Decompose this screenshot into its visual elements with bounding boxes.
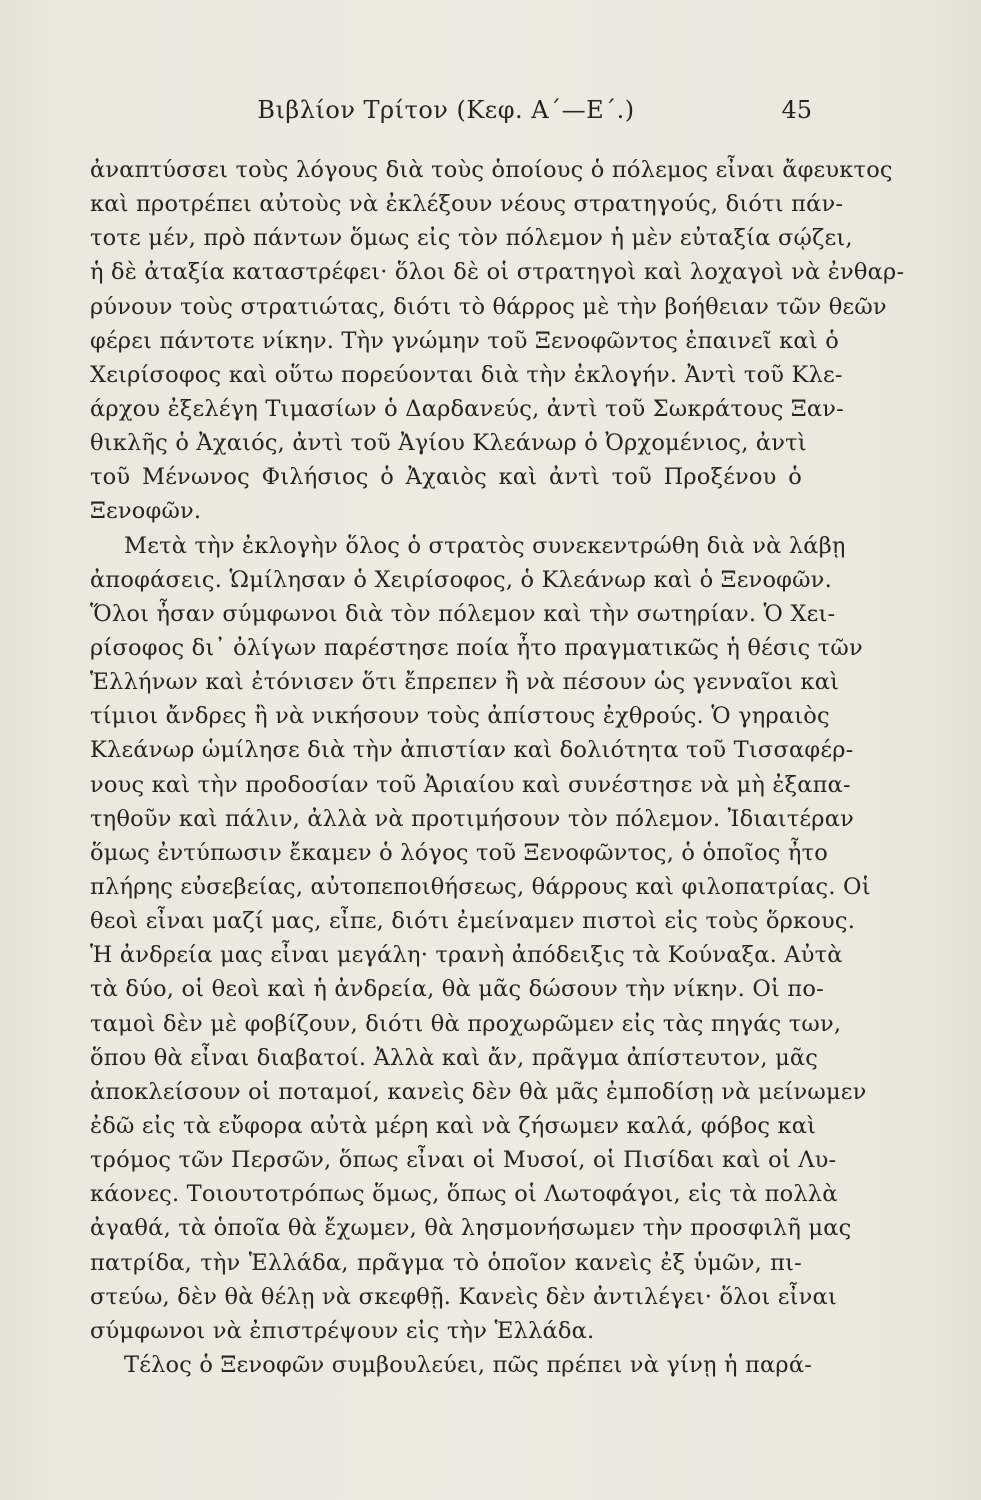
text-line: Τέλος ὁ Ξενοφῶν συμβουλεύει, πῶς πρέπει νὰ γίνῃ ἡ παρά- [124,1351,813,1378]
text-line: Χειρίσοφος καὶ οὕτω πορεύονται διὰ τὴν ἐκλογήν. Ἀντὶ τοῦ Κλε- [90,361,843,388]
text-line: ρύνουν τοὺς στρατιώτας, διότι τὸ θάρρος μὲ τὴν βοήθειαν τῶν θεῶν [90,293,887,320]
text-line: Ὅλοι ἦσαν σύμφωνοι διὰ τὸν πόλεμον καὶ τὴν σωτηρίαν. Ὁ Χει- [90,600,836,627]
text-line: Μετὰ τὴν ἐκλογὴν ὅλος ὁ στρατὸς συνεκεντρώθη διὰ νὰ λάβῃ [124,532,846,559]
text-line: ἀγαθά, τὰ ὁποῖα θὰ ἔχωμεν, θὰ λησμονήσωμεν τὴν προσφιλῆ μας [90,1215,852,1242]
text-line: θικλῆς ὁ Ἀχαιός, ἀντὶ τοῦ Ἀγίου Κλεάνωρ ὁ Ὀρχομένιος, ἀντὶ [90,430,807,457]
text-line: τίμιοι ἄνδρες ἢ νὰ νικήσουν τοὺς ἀπίστους ἐχθρούς. Ὁ γηραιὸς [90,703,830,730]
text-line: τρόμος τῶν Περσῶν, ὅπως εἶναι οἱ Μυσοί, οἱ Πισίδαι καὶ οἱ Λυ- [90,1147,837,1174]
text-line: θεοὶ εἶναι μαζί μας, εἶπε, διότι ἐμείναμεν πιστοὶ εἰς τοὺς ὅρκους. [90,908,856,935]
text-line: κάονες. Τοιουτοτρόπως ὅμως, ὅπως οἱ Λωτοφάγοι, εἰς τὰ πολλὰ [90,1181,838,1208]
text-line: πλήρης εὐσεβείας, αὐτοπεποιθήσεως, θάρρους καὶ φιλοπατρίας. Οἱ [90,873,871,900]
text-line: Ἑλλήνων καὶ ἐτόνισεν ὅτι ἔπρεπεν ἢ νὰ πέσουν ὡς γενναῖοι καὶ [90,669,840,696]
page-header [90,96,812,136]
text-line: ὅπου θὰ εἶναι διαβατοί. Ἀλλὰ καὶ ἄν, πρᾶγμα ἀπίστευτον, μᾶς [90,1044,819,1071]
text-line: ἀναπτύσσει τοὺς λόγους διὰ τοὺς ὁποίους ὁ πόλεμος εἶναι ἄφευκτος [90,157,893,183]
text-line: ἀποφάσεις. Ὡμίλησαν ὁ Χειρίσοφος, ὁ Κλεάνωρ καὶ ὁ Ξενοφῶν. [90,566,832,593]
text-line: ἐδῶ εἰς τὰ εὔφορα αὐτὰ μέρη καὶ νὰ ζήσωμεν καλά, φόβος καὶ [90,1112,817,1139]
text-line: τηθοῦν καὶ πάλιν, ἀλλὰ νὰ προτιμήσουν τὸν πόλεμον. Ἰδιαιτέραν [90,805,854,832]
text-line: τοτε μέν, πρὸ πάντων ὅμως εἰς τὸν πόλεμον ἡ μὲν εὐταξία σῴζει, [90,225,853,252]
text-line: ἀποκλείσουν οἱ ποταμοί, κανεὶς δὲν θὰ μᾶς ἐμποδίσῃ νὰ μείνωμεν [90,1078,867,1105]
text-line: στεύω, δὲν θὰ θέλῃ νὰ σκεφθῇ. Κανεὶς δὲν ἀντιλέγει· ὅλοι εἶναι [90,1283,837,1310]
text-line: φέρει πάντοτε νίκην. Τὴν γνώμην τοῦ Ξενοφῶντος ἐπαινεῖ καὶ ὁ [90,327,839,354]
text-line: τὰ δύο, οἱ θεοὶ καὶ ἡ ἀνδρεία, θὰ μᾶς δώσουν τὴν νίκην. Οἱ πο- [90,976,824,1003]
running-title: Βιβλίον Τρίτον (Κεφ. Α΄—Ε΄.) [257,96,635,124]
text-line: άρχου ἐξελέγη Τιμασίων ὁ Δαρδανεύς, ἀντὶ τοῦ Σωκράτους Ξαν- [90,395,844,422]
text-line: Ἡ ἀνδρεία μας εἶναι μεγάλη· τρανὴ ἀπόδειξις τὰ Κούναξα. Αὐτὰ [90,942,843,969]
text-line: πατρίδα, τὴν Ἑλλάδα, πρᾶγμα τὸ ὁποῖον κανεὶς ἐξ ὑμῶν, πι- [90,1249,802,1276]
text-line: καὶ προτρέπει αὐτοὺς νὰ ἐκλέξουν νέους στρατηγούς, διότι πάν- [90,191,844,218]
text-line: Ξενοφῶν. [90,498,202,525]
text-line: Κλεάνωρ ὡμίλησε διὰ τὴν ἀπιστίαν καὶ δολιότητα τοῦ Τισσαφέρ- [90,737,854,764]
text-line: νους καὶ τὴν προδοσίαν τοῦ Ἀριαίου καὶ συνέστησε νὰ μὴ ἐξαπα- [90,771,851,798]
text-line: ρίσοφος δι᾽ ὀλίγων παρέστησε ποία ἦτο πραγματικῶς ἡ θέσις τῶν [90,634,863,661]
text-line: τοῦ Μένωνος Φιλήσιος ὁ Ἀχαιὸς καὶ ἀντὶ τοῦ Προξένου ὁ [90,464,802,491]
text-line: ἡ δὲ ἀταξία καταστρέφει· ὅλοι δὲ οἱ στρατηγοὶ καὶ λοχαγοὶ νὰ ἐνθαρ- [90,259,905,286]
text-line: ὅμως ἐντύπωσιν ἔκαμεν ὁ λόγος τοῦ Ξενοφῶντος, ὁ ὁποῖος ἦτο [90,839,828,866]
text-line: σύμφωνοι νὰ ἐπιστρέψουν εἰς τὴν Ἑλλάδα. [90,1317,595,1344]
body-text [90,153,905,1382]
page-number: 45 [781,96,812,124]
text-line: ταμοὶ δὲν μὲ φοβίζουν, διότι θὰ προχωρῶμεν εἰς τὰς πηγάς των, [90,1010,842,1037]
